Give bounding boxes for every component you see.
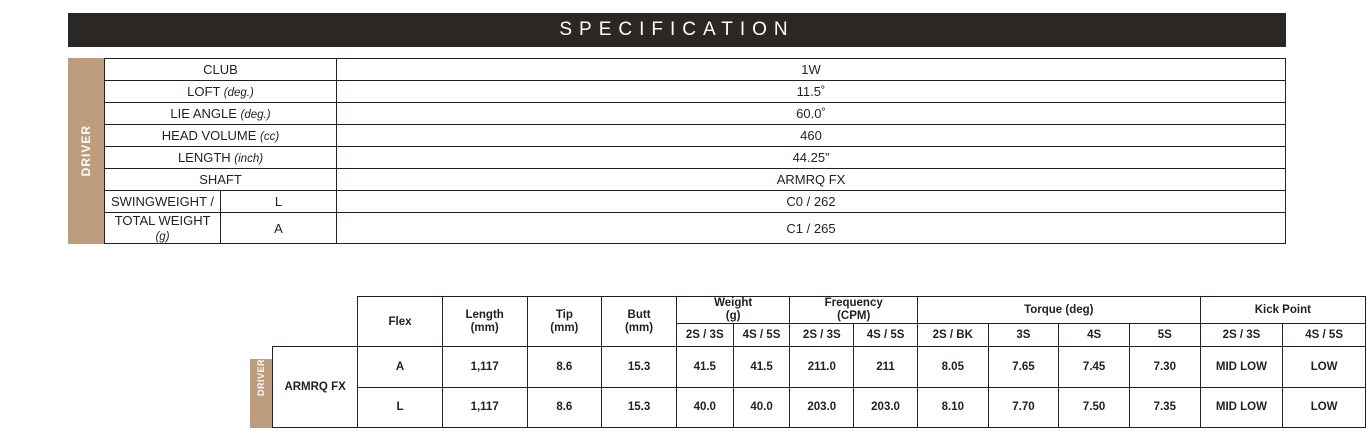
shaft-subheader-torque-a: 2S / BK [917,324,988,347]
shaft-row-torque-c: 7.50 [1059,387,1130,427]
table-row [105,191,1286,213]
shaft-header-tip-line2: (mm) [550,321,579,334]
spec-sub-flex-a: A [221,213,337,244]
shaft-subheader-weight-a: 2S / 3S [676,324,733,347]
shaft-spec-table [272,296,1366,428]
shaft-header-frequency [790,297,918,324]
table-row [105,59,1286,81]
shaft-side-label-text: DRIVER [256,359,266,397]
shaft-subheader-weight-b: 4S / 5S [733,324,790,347]
driver-side-label [68,58,104,244]
spec-label-club [105,59,337,81]
spec-label-shaft [105,169,337,191]
shaft-header-length-line2: (mm) [470,321,499,334]
spec-label-text: LENGTH [177,150,231,165]
shaft-row-freq-b: 203.0 [854,387,918,427]
spec-label-text: TOTAL WEIGHT [114,213,211,228]
shaft-row-weight-a: 41.5 [676,347,733,387]
shaft-row-kick-a: MID LOW [1200,347,1283,387]
driver-side-label-text: DRIVER [79,125,93,177]
spec-value-swingweight-a: C1 / 265 [337,213,1286,244]
spec-value-head-volume: 460 [337,125,1286,147]
shaft-row-weight-a: 40.0 [676,387,733,427]
shaft-header-frequency-line1: Frequency [824,297,883,309]
specification-banner [68,13,1286,47]
shaft-row-tip: 8.6 [527,347,602,387]
shaft-header-weight-line1: Weight [714,297,753,309]
shaft-subheader-torque-d: 5S [1129,324,1200,347]
shaft-model-header [273,297,358,347]
shaft-row-freq-a: 203.0 [790,387,854,427]
spec-sub-flex-l: L [221,191,337,213]
table-row [105,213,1286,244]
shaft-header-row-1 [273,297,1366,324]
shaft-row-kick-b: LOW [1283,387,1366,427]
shaft-header-kick-point: Kick Point [1200,297,1365,324]
shaft-row-flex: L [358,387,443,427]
shaft-row-kick-a: MID LOW [1200,387,1283,427]
spec-label-unit: (inch) [234,153,264,165]
shaft-subheader-kick-b: 4S / 5S [1283,324,1366,347]
shaft-subheader-freq-a: 2S / 3S [790,324,854,347]
shaft-row-flex: A [358,347,443,387]
shaft-header-weight [676,297,790,324]
shaft-header-flex: Flex [358,297,443,347]
shaft-row-weight-b: 40.0 [733,387,790,427]
shaft-row-butt: 15.3 [602,387,677,427]
spec-label-text: LIE ANGLE [170,106,237,121]
spec-value-length: 44.25” [337,147,1286,169]
shaft-subheader-freq-b: 4S / 5S [854,324,918,347]
spec-label-unit: (deg.) [240,109,271,121]
spec-label-length [105,147,337,169]
shaft-subheader-kick-a: 2S / 3S [1200,324,1283,347]
shaft-row-torque-d: 7.30 [1129,347,1200,387]
spec-label-text: CLUB [203,62,238,77]
shaft-model-name: ARMRQ FX [273,347,358,428]
spec-value-club: 1W [337,59,1286,81]
shaft-header-butt-line1: Butt [627,308,651,321]
shaft-row-torque-a: 8.10 [917,387,988,427]
table-row [105,103,1286,125]
spec-value-lie-angle: 60.0˚ [337,103,1286,125]
shaft-subheader-torque-c: 4S [1059,324,1130,347]
spec-value-shaft: ARMRQ FX [337,169,1286,191]
spec-label-unit: (g) [155,231,170,243]
table-row [273,347,1366,387]
shaft-row-freq-b: 211 [854,347,918,387]
shaft-side-label [250,359,272,428]
shaft-row-tip: 8.6 [527,387,602,427]
shaft-row-kick-b: LOW [1283,347,1366,387]
shaft-subheader-torque-b: 3S [988,324,1059,347]
shaft-spec-section [250,296,1366,428]
driver-spec-section [68,58,1286,244]
spec-value-loft: 11.5˚ [337,81,1286,103]
spec-label-lie-angle [105,103,337,125]
shaft-row-torque-b: 7.70 [988,387,1059,427]
spec-label-text: SWINGWEIGHT / [110,194,215,209]
spec-label-loft [105,81,337,103]
shaft-header-length-line1: Length [465,308,504,321]
shaft-header-torque: Torque (deg) [917,297,1200,324]
shaft-row-length: 1,117 [442,387,527,427]
table-row [105,147,1286,169]
shaft-header-weight-line2: (g) [725,310,741,323]
shaft-header-tip [527,297,602,347]
shaft-row-torque-a: 8.05 [917,347,988,387]
shaft-row-length: 1,117 [442,347,527,387]
driver-spec-table [104,58,1286,244]
shaft-header-frequency-line2: (CPM) [837,310,871,323]
shaft-header-butt-line2: (mm) [624,321,654,334]
shaft-row-weight-b: 41.5 [733,347,790,387]
spec-label-total-weight [105,213,221,244]
spec-label-unit: (deg.) [223,87,254,99]
shaft-header-butt [602,297,677,347]
shaft-row-freq-a: 211.0 [790,347,854,387]
spec-label-head-volume [105,125,337,147]
page-title: SPECIFICATION [559,19,795,40]
spec-label-text: LOFT [187,84,221,99]
shaft-row-torque-b: 7.65 [988,347,1059,387]
table-row [105,125,1286,147]
shaft-row-torque-d: 7.35 [1129,387,1200,427]
shaft-row-torque-c: 7.45 [1059,347,1130,387]
spec-label-text: SHAFT [199,172,242,187]
table-row [105,81,1286,103]
spec-value-swingweight-l: C0 / 262 [337,191,1286,213]
table-row [105,169,1286,191]
shaft-row-butt: 15.3 [602,347,677,387]
spec-label-text: HEAD VOLUME [161,128,257,143]
shaft-header-length [442,297,527,347]
shaft-header-tip-line1: Tip [555,308,573,321]
table-row [273,387,1366,427]
spec-label-swingweight [105,191,221,213]
spec-label-unit: (cc) [260,131,280,143]
